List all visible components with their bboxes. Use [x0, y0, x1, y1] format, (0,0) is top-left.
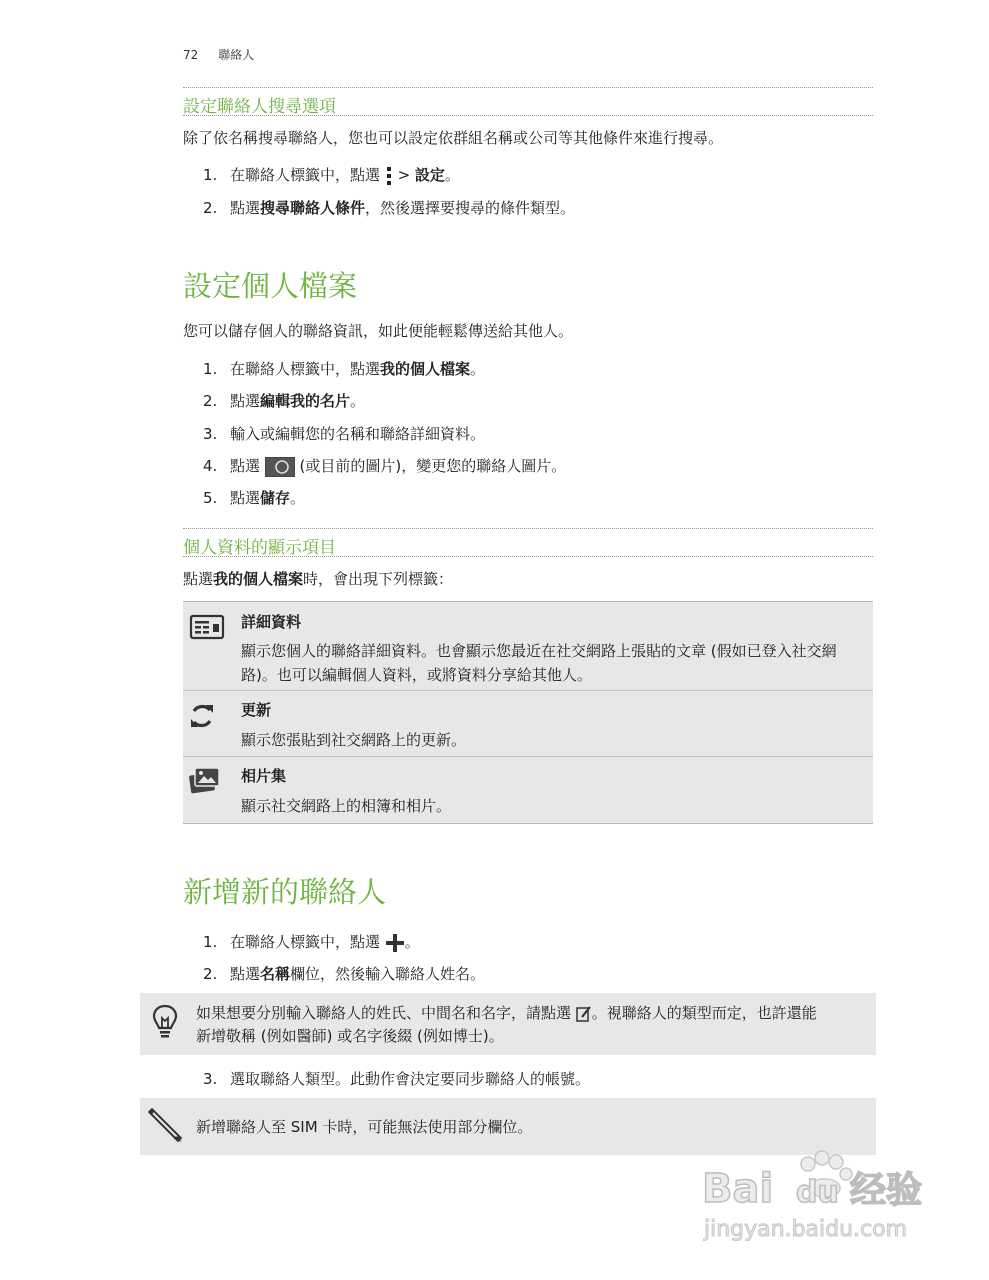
section-title-display: 個人資料的顯示項目	[183, 538, 336, 558]
profile-tabs-table	[183, 601, 873, 824]
section-title-search: 設定聯絡人搜尋選項	[183, 97, 336, 117]
list-item: 1. 在聯絡人標籤中，點選我的個人檔案。	[203, 360, 486, 378]
photo-album-icon	[189, 765, 221, 795]
display-intro: 點選我的個人檔案時，會出現下列標籤：	[183, 570, 454, 588]
watermark-url: jingyan.baidu.com	[704, 1217, 908, 1242]
divider	[183, 87, 873, 88]
tip-box	[140, 993, 876, 1055]
page-header	[183, 46, 254, 63]
tab-description: 顯示社交網路上的相簿和相片。	[241, 797, 452, 815]
tip-text: 如果想要分別輸入聯絡人的姓氏、中間名和名字，請點選 。視聯絡人的類型而定，也許還能 新增敬稱 (例如醫師) 或名字後綴 (例如博士)。	[196, 1004, 817, 1045]
tab-title: 詳細資料	[241, 613, 302, 631]
tab-title: 相片集	[241, 767, 287, 785]
list-item: 2. 點選名稱欄位，然後輸入聯絡人姓名。	[203, 965, 486, 983]
watermark-cn: 经验	[850, 1170, 923, 1211]
section-title-profile: 設定個人檔案	[183, 269, 358, 303]
plus-icon	[385, 933, 405, 953]
tab-title: 更新	[241, 701, 272, 719]
watermark-brand2: du	[796, 1175, 839, 1210]
divider	[183, 528, 873, 529]
lightbulb-icon	[150, 1003, 180, 1041]
list-item: 4. 點選 (或目前的圖片)，變更您的聯絡人圖片。	[203, 457, 567, 475]
tab-description: 顯示您個人的聯絡詳細資料。也會顯示您最近在社交網路上張貼的文章 (假如已登入社交網路)。也可以編輯個人資料，或將資料分享給其他人。	[241, 642, 837, 684]
note-box	[140, 1098, 876, 1155]
divider	[183, 556, 873, 557]
search-intro: 除了依名稱搜尋聯絡人，您也可以設定依群組名稱或公司等其他條件來進行搜尋。	[183, 129, 724, 147]
list-item: 1. 在聯絡人標籤中，點選 。	[203, 933, 420, 951]
edit-icon	[576, 1005, 592, 1023]
list-item: 3. 選取聯絡人類型。此動作會決定要同步聯絡人的帳號。	[203, 1070, 591, 1088]
section-title-new-contact: 新增新的聯絡人	[183, 875, 387, 909]
refresh-icon	[189, 702, 215, 730]
profile-intro: 您可以儲存個人的聯絡資訊，如此便能輕鬆傳送給其他人。	[183, 322, 574, 340]
table-row	[183, 757, 873, 823]
note-text: 新增聯絡人至 SIM 卡時，可能無法使用部分欄位。	[196, 1118, 533, 1136]
list-item: 2. 點選搜尋聯絡人條件，然後選擇要搜尋的條件類型。	[203, 199, 576, 217]
page-number: 72	[183, 48, 199, 62]
tab-description: 顯示您張貼到社交網路上的更新。	[241, 731, 467, 749]
watermark-logo	[700, 1148, 935, 1248]
list-item: 1. 在聯絡人標籤中，點選 > 設定。	[203, 166, 460, 184]
table-row	[183, 691, 873, 756]
list-item: 2. 點選編輯我的名片。	[203, 392, 366, 410]
watermark	[700, 1148, 935, 1248]
table-row	[183, 602, 873, 690]
chapter-title: 聯絡人	[218, 48, 255, 62]
list-item: 5. 點選儲存。	[203, 489, 306, 507]
divider	[183, 115, 873, 116]
pencil-icon	[148, 1108, 184, 1144]
details-card-icon	[189, 614, 225, 640]
overflow-menu-icon	[385, 166, 393, 186]
watermark-brand: Bai	[702, 1166, 774, 1212]
list-item: 3. 輸入或編輯您的名稱和聯絡詳細資料。	[203, 425, 486, 443]
camera-icon	[265, 457, 295, 477]
